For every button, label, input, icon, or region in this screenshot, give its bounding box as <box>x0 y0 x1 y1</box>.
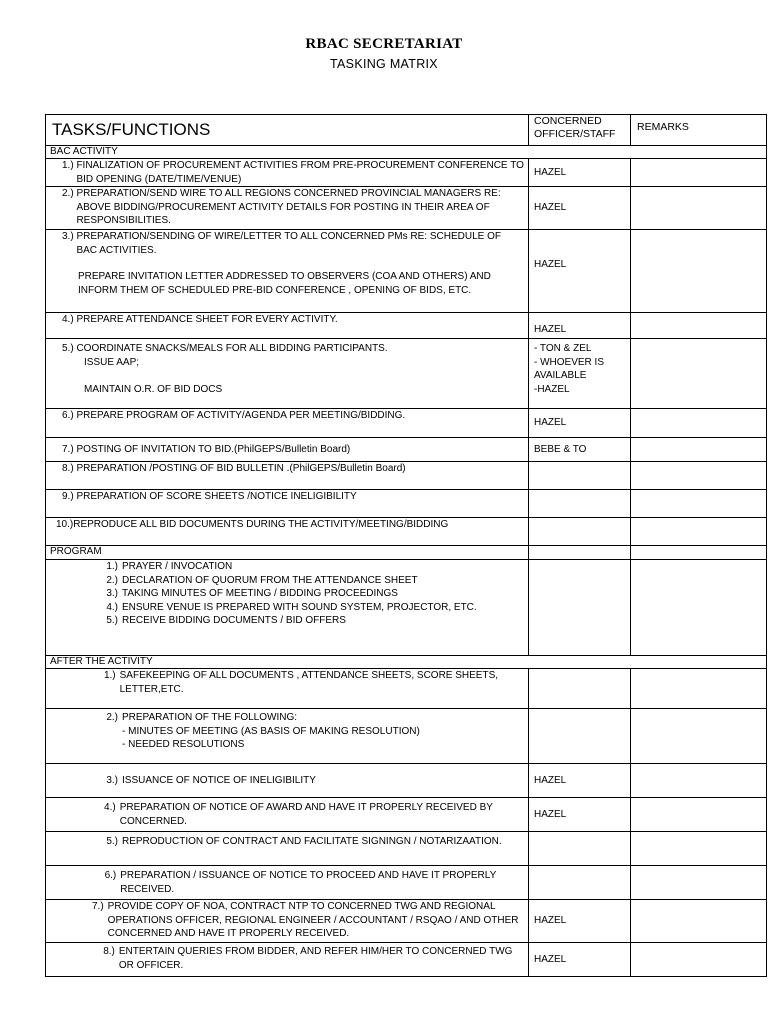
task-remarks <box>631 490 767 518</box>
table-row <box>46 518 767 546</box>
program-items-row <box>46 560 767 656</box>
section-label-program: PROGRAM <box>46 546 529 560</box>
task-officer <box>529 462 631 490</box>
task-officer: HAZEL <box>529 943 631 977</box>
task-text: PREPARATION/SENDING OF WIRE/LETTER TO ALL CONCERNED PMs RE: SCHEDULE OF BAC ACTIVITIES. <box>76 231 501 256</box>
task-remarks <box>631 669 767 709</box>
task-number: 1.) <box>62 160 74 171</box>
task-remarks <box>631 159 767 187</box>
table-row <box>46 943 767 977</box>
task-number: 7.) <box>92 901 104 912</box>
task-text: PREPARE ATTENDANCE SHEET FOR EVERY ACTIVITY. <box>76 314 338 325</box>
task-remarks <box>631 866 767 900</box>
task-remarks <box>631 832 767 866</box>
table-row <box>46 230 767 313</box>
task-officer <box>529 832 631 866</box>
task-officer <box>529 518 631 546</box>
section-row-after-activity <box>46 656 767 669</box>
table-row <box>46 900 767 943</box>
section-label-after-activity: AFTER THE ACTIVITY <box>46 656 767 669</box>
task-remarks <box>631 900 767 943</box>
sub-item-resolutions: - NEEDED RESOLUTIONS <box>122 739 245 750</box>
task-text: PREPARE PROGRAM OF ACTIVITY/AGENDA PER MEETING/BIDDING. <box>76 410 406 421</box>
section-row-program <box>46 546 767 560</box>
task-number: 8.) <box>62 463 74 474</box>
task-officer <box>529 866 631 900</box>
task-remarks <box>631 709 767 764</box>
task-officer <box>529 709 631 764</box>
task-text: PREPARATION / ISSUANCE OF NOTICE TO PROCEED AND HAVE IT PROPERLY RECEIVED. <box>120 870 497 895</box>
task-number: 9.) <box>62 491 74 502</box>
officer-line: -HAZEL <box>534 383 570 395</box>
table-row <box>46 764 767 798</box>
header-concerned-officer: CONCERNED OFFICER/STAFF <box>529 115 631 146</box>
list-item: 3.) TAKING MINUTES OF MEETING / BIDDING PROCEEDINGS <box>106 588 398 599</box>
table-row <box>46 490 767 518</box>
task-text: REPRODUCE ALL BID DOCUMENTS DURING THE ACTIVITY/MEETING/BIDDING <box>73 519 449 530</box>
task-remarks <box>631 764 767 798</box>
section-label-bac-activity: BAC ACTIVITY <box>46 146 767 159</box>
task-remarks <box>631 313 767 339</box>
table-row <box>46 159 767 187</box>
task-number: 2.) <box>62 188 74 199</box>
list-item: 5.) RECEIVE BIDDING DOCUMENTS / BID OFFERS <box>106 615 346 626</box>
program-list <box>46 560 529 656</box>
task-number: 6.) <box>62 410 74 421</box>
task-officer: HAZEL <box>529 764 631 798</box>
section-row-bac-activity <box>46 146 767 159</box>
task-remarks <box>631 798 767 832</box>
task-text: PREPARATION OF NOTICE OF AWARD AND HAVE IT PROPERLY RECEIVED BY CONCERNED. <box>119 802 493 827</box>
sub-item-minutes: - MINUTES OF MEETING (AS BASIS OF MAKING RESOLUTION) <box>122 725 420 737</box>
task-text: PREPARATION/SEND WIRE TO ALL REGIONS CONCERNED PROVINCIAL MANAGERS RE: ABOVE BIDDING/PROCUREMENT ACTIVITY DETAILS FOR POSTING IN THEIR AREA OF RESPONSIBILITIES. <box>76 188 501 226</box>
task-remarks <box>631 518 767 546</box>
task-number: 4.) <box>104 802 116 813</box>
table-row <box>46 798 767 832</box>
table-row <box>46 409 767 438</box>
header-remarks: REMARKS <box>631 115 767 146</box>
table-row <box>46 313 767 339</box>
task-number: 8.) <box>103 946 115 957</box>
task-number: 10.) <box>56 519 74 530</box>
task-number: 7.) <box>62 443 74 455</box>
table-header-row <box>46 115 767 146</box>
task-officer <box>529 669 631 709</box>
task-text: POSTING OF INVITATION TO BID.(PhilGEPS/Bulletin Board) <box>76 443 351 455</box>
table-row <box>46 339 767 409</box>
task-number: 3.) <box>62 231 74 242</box>
task-number: 5.) <box>106 836 118 847</box>
task-officer: HAZEL <box>529 798 631 832</box>
table-row <box>46 866 767 900</box>
task-remarks <box>631 187 767 230</box>
task-text: ENTERTAIN QUERIES FROM BIDDER, AND REFER HIM/HER TO CONCERNED TWG OR OFFICER. <box>118 946 513 971</box>
list-item: 1.) PRAYER / INVOCATION <box>106 561 233 572</box>
table-row <box>46 669 767 709</box>
task-text: PREPARATION OF SCORE SHEETS /NOTICE INELIGIBILITY <box>76 491 357 502</box>
document-subtitle: TASKING MATRIX <box>330 57 438 71</box>
task-number: 2.) <box>106 712 118 723</box>
header-tasks-functions: TASKS/FUNCTIONS <box>46 115 529 146</box>
list-item: 4.) ENSURE VENUE IS PREPARED WITH SOUND SYSTEM, PROJECTOR, ETC. <box>106 601 477 613</box>
list-item: 2.) DECLARATION OF QUORUM FROM THE ATTENDANCE SHEET <box>106 574 418 586</box>
task-extra-issue-aap: ISSUE AAP; <box>84 356 140 368</box>
task-remarks <box>631 438 767 462</box>
task-remarks <box>631 339 767 409</box>
task-extra-maintain-or: MAINTAIN O.R. OF BID DOCS <box>84 384 223 395</box>
task-officer: HAZEL <box>529 187 631 230</box>
task-text: REPRODUCTION OF CONTRACT AND FACILITATE SIGNINGN / NOTARIZAATION. <box>122 836 502 847</box>
task-officer: HAZEL <box>529 313 631 339</box>
task-text: PREPARATION /POSTING OF BID BULLETIN .(PhilGEPS/Bulletin Board) <box>76 463 406 474</box>
table-row <box>46 187 767 230</box>
task-officer: BEBE & TO <box>529 438 631 462</box>
task-number: 6.) <box>104 870 117 881</box>
task-remarks <box>631 462 767 490</box>
document-title: RBAC SECRETARIAT <box>305 36 463 52</box>
task-extra-text: PREPARE INVITATION LETTER ADDRESSED TO OBSERVERS (COA AND OTHERS) AND INFORM THEM OF SCHEDULED PRE-BID CONFERENCE , OPENING OF BIDS, ETC. <box>78 271 491 296</box>
table-row <box>46 709 767 764</box>
task-remarks <box>631 230 767 313</box>
task-text: PROVIDE COPY OF NOA, CONTRACT NTP TO CONCERNED TWG AND REGIONAL OPERATIONS OFFICER, REGIONAL ENGINEER / ACCOUNTANT / RSQAO / AND OTHER CONCERNED AND HAVE IT PROPERLY RECEIVED. <box>107 901 519 939</box>
task-remarks <box>631 409 767 438</box>
officer-line: - WHOEVER IS AVAILABLE <box>534 356 605 381</box>
table-row <box>46 438 767 462</box>
task-officer: HAZEL <box>529 230 631 313</box>
table-row <box>46 832 767 866</box>
table-row <box>46 462 767 490</box>
task-number: 5.) <box>62 343 74 354</box>
task-text: FINALIZATION OF PROCUREMENT ACTIVITIES FROM PRE-PROCUREMENT CONFERENCE TO BID OPENING (DATE/TIME/VENUE) <box>76 160 524 185</box>
task-officer: HAZEL <box>529 409 631 438</box>
task-text: ISSUANCE OF NOTICE OF INELIGIBILITY <box>122 774 316 786</box>
task-officer: HAZEL <box>529 900 631 943</box>
tasking-matrix-table <box>45 114 767 977</box>
officer-line: - TON & ZEL <box>534 343 592 354</box>
task-number: 3.) <box>106 774 118 786</box>
task-number: 1.) <box>103 670 116 681</box>
task-text: PREPARATION OF THE FOLLOWING: <box>122 712 298 723</box>
task-officer: HAZEL <box>529 159 631 187</box>
task-text: COORDINATE SNACKS/MEALS FOR ALL BIDDING PARTICIPANTS. <box>76 343 388 354</box>
task-number: 4.) <box>62 314 74 325</box>
task-officer-list <box>529 339 631 409</box>
task-text: SAFEKEEPING OF ALL DOCUMENTS , ATTENDANCE SHEETS, SCORE SHEETS, LETTER,ETC. <box>119 670 499 695</box>
task-remarks <box>631 943 767 977</box>
task-officer <box>529 490 631 518</box>
